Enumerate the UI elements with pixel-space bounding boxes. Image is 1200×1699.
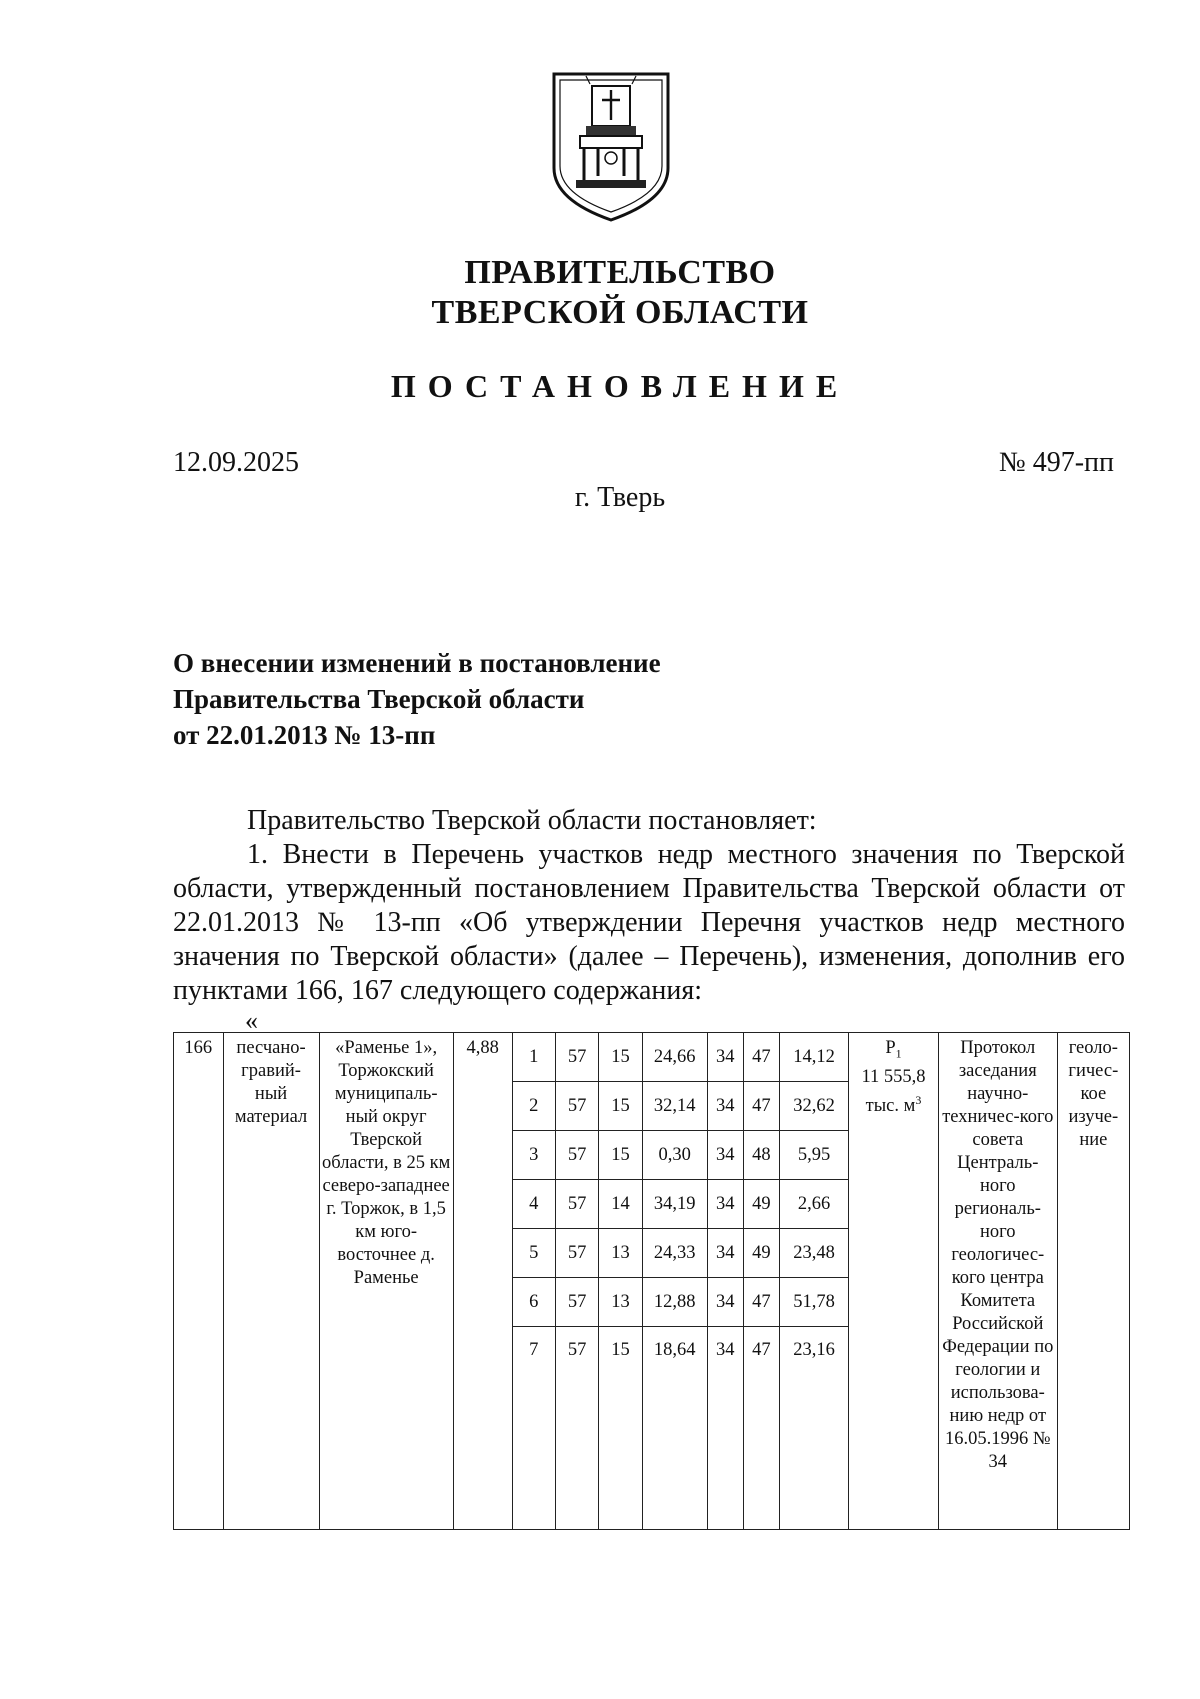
document-kind: ПОСТАНОВЛЕНИЕ bbox=[390, 368, 850, 404]
point-number-cell: 1 bbox=[512, 1033, 555, 1082]
lat-sec-cell: 24,33 bbox=[642, 1229, 707, 1278]
lon-deg-cell: 34 bbox=[707, 1033, 743, 1082]
lat-min-cell: 15 bbox=[599, 1082, 642, 1131]
lat-min-cell: 13 bbox=[599, 1278, 642, 1327]
resources-cell bbox=[849, 1033, 939, 1530]
lon-min-cell: 47 bbox=[743, 1327, 779, 1530]
lat-deg-cell: 57 bbox=[555, 1033, 598, 1082]
government-title bbox=[0, 253, 1200, 333]
body-clause-1: 1. Внести в Перечень участков недр местного значения по Тверской области, утвержденный постановлением Правительства Тверской области от 22.01.2013 № 13-пп «Об утверждении Перечня участков недр местного значения по Тверской области» (далее – Перечень), изменения, дополнив его пунктами 166, 167 следующего содержания: bbox=[173, 839, 1125, 1006]
resources-unit-power: 3 bbox=[915, 1092, 922, 1107]
point-number-cell: 5 bbox=[512, 1229, 555, 1278]
lon-min-cell: 47 bbox=[743, 1033, 779, 1082]
site-name-cell: «Раменье 1», Торжокский муниципаль-ный округ Тверской области, в 25 км северо-западнее г. Торжок, в 1,5 км юго-восточнее д. Раменье bbox=[319, 1033, 453, 1530]
point-number-cell: 6 bbox=[512, 1278, 555, 1327]
lat-deg-cell: 57 bbox=[555, 1131, 598, 1180]
government-title-line2: ТВЕРСКОЙ ОБЛАСТИ bbox=[431, 294, 809, 331]
quote-open-mark: « bbox=[245, 1006, 258, 1035]
use-purpose-cell: геоло-гичес-кое изуче-ние bbox=[1057, 1033, 1129, 1530]
lon-deg-cell: 34 bbox=[707, 1278, 743, 1327]
body-intro: Правительство Тверской области постановляет: bbox=[247, 805, 817, 836]
document-number: № 497-пп bbox=[998, 447, 1114, 478]
point-number-cell: 7 bbox=[512, 1327, 555, 1530]
lon-sec-cell: 32,62 bbox=[779, 1082, 848, 1131]
lon-min-cell: 47 bbox=[743, 1278, 779, 1327]
lon-min-cell: 49 bbox=[743, 1180, 779, 1229]
resources-unit: тыс. м bbox=[865, 1095, 916, 1116]
lon-deg-cell: 34 bbox=[707, 1327, 743, 1530]
lon-sec-cell: 23,16 bbox=[779, 1327, 848, 1530]
point-number-cell: 4 bbox=[512, 1180, 555, 1229]
subject-line3: от 22.01.2013 № 13-пп bbox=[173, 720, 436, 750]
lat-deg-cell: 57 bbox=[555, 1278, 598, 1327]
lat-deg-cell: 57 bbox=[555, 1180, 598, 1229]
resources-value: 11 555,8 bbox=[861, 1066, 926, 1087]
lon-deg-cell: 34 bbox=[707, 1082, 743, 1131]
mineral-type-cell: песчано-гравий-ный материал bbox=[223, 1033, 319, 1530]
lon-min-cell: 48 bbox=[743, 1131, 779, 1180]
coat-of-arms-emblem bbox=[550, 72, 672, 222]
table-row bbox=[174, 1033, 1130, 1082]
document-city: г. Тверь bbox=[574, 482, 666, 513]
lat-deg-cell: 57 bbox=[555, 1082, 598, 1131]
lat-sec-cell: 12,88 bbox=[642, 1278, 707, 1327]
lat-sec-cell: 0,30 bbox=[642, 1131, 707, 1180]
point-number-cell: 2 bbox=[512, 1082, 555, 1131]
lon-sec-cell: 23,48 bbox=[779, 1229, 848, 1278]
point-number-cell: 3 bbox=[512, 1131, 555, 1180]
basis-document-cell: Протокол заседания научно-техничес-кого совета Централь-ного региональ-ного геологичес-кого центра Комитета Российской Федерации по геологии и использова-нию недр от 16.05.1996 № 34 bbox=[938, 1033, 1057, 1530]
lon-min-cell: 49 bbox=[743, 1229, 779, 1278]
document-body bbox=[173, 804, 1125, 1008]
row-number-cell: 166 bbox=[174, 1033, 224, 1530]
lat-min-cell: 15 bbox=[599, 1131, 642, 1180]
lat-min-cell: 15 bbox=[599, 1327, 642, 1530]
lon-sec-cell: 5,95 bbox=[779, 1131, 848, 1180]
lon-sec-cell: 14,12 bbox=[779, 1033, 848, 1082]
lat-sec-cell: 32,14 bbox=[642, 1082, 707, 1131]
lon-deg-cell: 34 bbox=[707, 1180, 743, 1229]
subject-line1: О внесении изменений в постановление bbox=[173, 648, 661, 678]
lat-deg-cell: 57 bbox=[555, 1327, 598, 1530]
subsoil-sites-table bbox=[173, 1032, 1130, 1530]
lat-deg-cell: 57 bbox=[555, 1229, 598, 1278]
document-date: 12.09.2025 bbox=[173, 447, 299, 478]
resources-category: P bbox=[885, 1038, 896, 1058]
lon-sec-cell: 2,66 bbox=[779, 1180, 848, 1229]
subject-line2: Правительства Тверской области bbox=[173, 684, 585, 714]
lon-sec-cell: 51,78 bbox=[779, 1278, 848, 1327]
lat-min-cell: 14 bbox=[599, 1180, 642, 1229]
lat-sec-cell: 18,64 bbox=[642, 1327, 707, 1530]
lat-sec-cell: 34,19 bbox=[642, 1180, 707, 1229]
area-cell: 4,88 bbox=[453, 1033, 512, 1530]
lon-min-cell: 47 bbox=[743, 1082, 779, 1131]
government-title-line1: ПРАВИТЕЛЬСТВО bbox=[464, 254, 776, 291]
document-subject bbox=[173, 645, 661, 753]
lon-deg-cell: 34 bbox=[707, 1131, 743, 1180]
lat-min-cell: 13 bbox=[599, 1229, 642, 1278]
lon-deg-cell: 34 bbox=[707, 1229, 743, 1278]
lat-sec-cell: 24,66 bbox=[642, 1033, 707, 1082]
lat-min-cell: 15 bbox=[599, 1033, 642, 1082]
resources-category-index: 1 bbox=[895, 1046, 902, 1061]
